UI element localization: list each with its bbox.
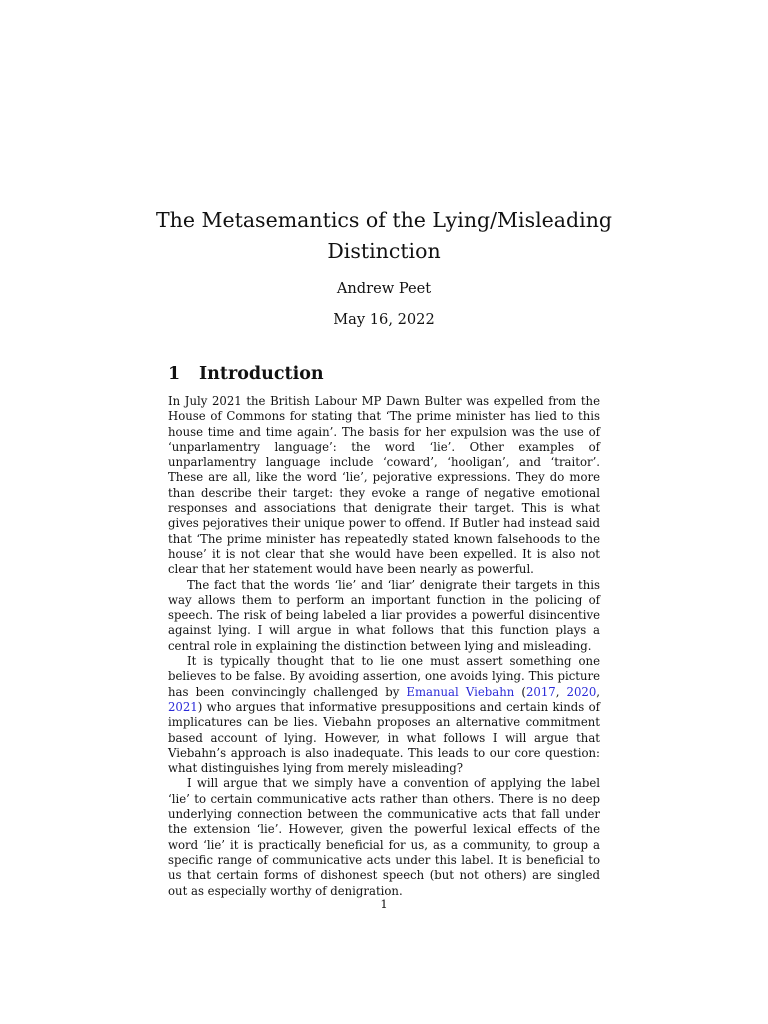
page-number: 1: [380, 897, 388, 911]
paragraph: In July 2021 the British Labour MP Dawn Bulter was expelled from the House of Commons for stating that ‘The prime minister has lied to this house time and time again’. The basis for her expulsion was the use of ‘unparlamentry language’: the word ‘lie’. Other examples of unparlamentry language include ‘coward’, ‘hooligan’, and ‘traitor’. These are all, like the word ‘lie’, pejorative expressions. They do more than describe their target: they evoke a range of negative emotional responses and associations that denigrate their target. This is what gives pejoratives their unique power to offend. If Butler had instead said that ‘The prime minister has repeatedly stated known falsehoods to the house’ it is not clear that she would have been expelled. It is also not clear that her statement would have been nearly as powerful.: [168, 394, 600, 577]
citation-separator: ,: [596, 684, 600, 699]
citation-separator: ,: [555, 684, 567, 699]
citation-author-link[interactable]: Emanual Viebahn: [406, 684, 515, 699]
body-text: [168, 394, 600, 899]
section-title: Introduction: [199, 364, 324, 384]
paragraph: [168, 654, 600, 776]
section-heading: [168, 362, 324, 386]
paragraph: I will argue that we simply have a convention of applying the label ‘lie’ to certain communicative acts rather than others. There is no deep underlying connection between the communicative acts that fall under the extension ‘lie’. However, given the powerful lexical effects of the word ‘lie’ it is practically beneficial for us, as a community, to group a specific range of communicative acts under this label. It is beneficial to us that certain forms of dishonest speech (but not others) are singled out as especially worthy of denigration.: [168, 776, 600, 898]
section-number: 1: [168, 364, 181, 384]
citation-close-paren: ): [197, 699, 203, 714]
paper-title: The Metasemantics of the Lying/Misleading Distinction: [155, 208, 613, 263]
paragraph-text: who argues that informative presuppositions and certain kinds of implicatures can be lies. Viebahn proposes an alternative commitment based account of lying. However, in what follows I will argue that Viebahn’s approach is also inadequate. This leads to our core question: what distinguishes lying from merely misleading?: [168, 699, 600, 776]
paragraph: The fact that the words ‘lie’ and ‘liar’ denigrate their targets in this way allows them to perform an important function in the policing of speech. The risk of being labeled a liar provides a powerful disincentive against lying. I will argue in what follows that this function plays a central role in explaining the distinction between lying and misleading.: [168, 577, 600, 653]
publication-date: May 16, 2022: [333, 311, 435, 328]
author-name: Andrew Peet: [336, 280, 432, 297]
citation-year-link[interactable]: 2017: [525, 684, 556, 699]
paragraph-text: It is typically thought that to lie one must assert something one believes to be false. By avoiding assertion, one avoids lying. This picture has been convincingly challenged by: [168, 654, 600, 699]
citation-open-paren: (: [514, 684, 526, 699]
citation-year-link[interactable]: 2020: [566, 684, 597, 699]
citation-year-link[interactable]: 2021: [168, 699, 198, 714]
